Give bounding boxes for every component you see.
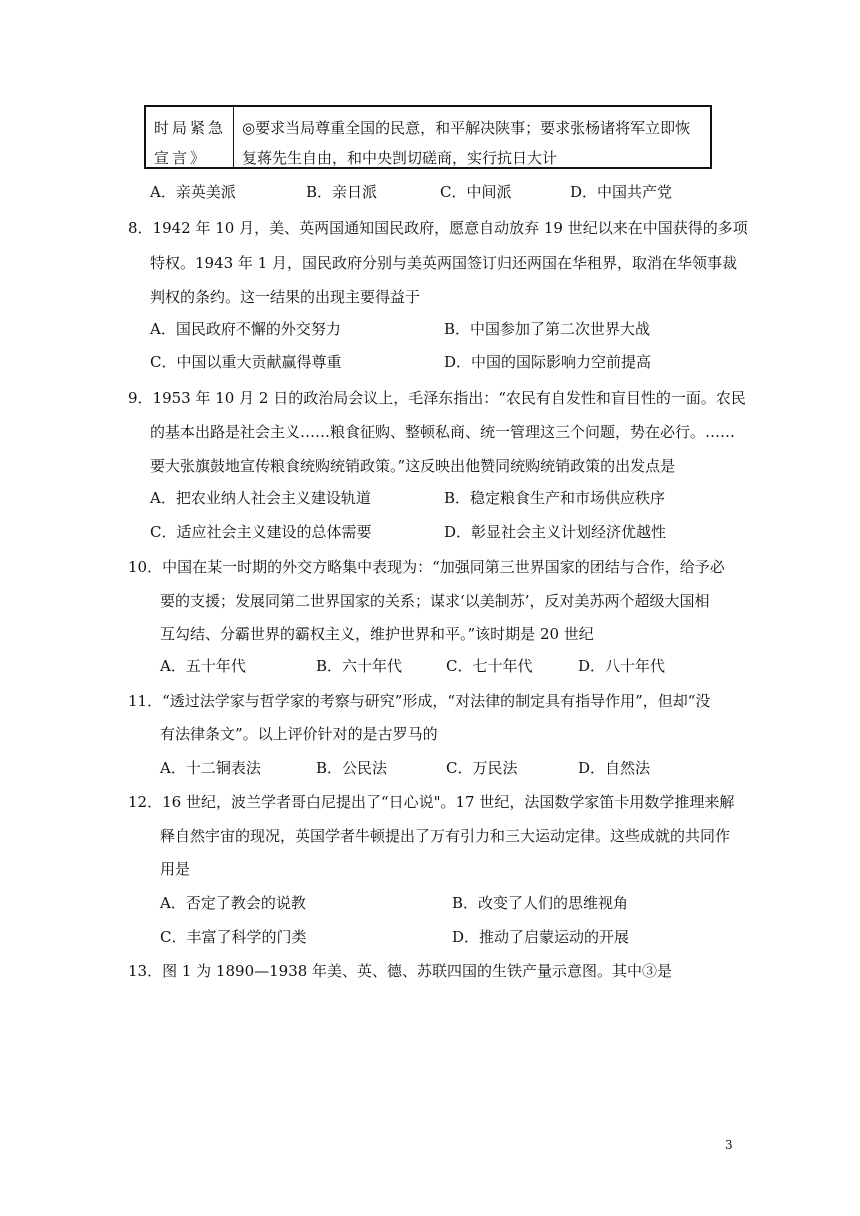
q8-option-b: B．中国参加了第二次世界大战 [444,320,651,338]
table-right-line: 复蒋先生自由，和中央剀切磋商，实行抗日大计 [242,149,558,167]
q8-option-c: C．中国以重大贡献赢得尊重 [150,353,342,371]
table-right-cell [234,107,710,167]
table-left-line: 时局紧急 [154,119,227,137]
table-right-line: ◎要求当局尊重全国的民意，和平解决陕事；要求张杨诸将军立即恢 [242,119,691,137]
q10-stem-line: 互勾结、分霸世界的霸权主义，维护世界和平。”该时期是 20 世纪 [160,625,594,643]
q9-stem-line: 要大张旗鼓地宣传粮食统购统销政策。”这反映出他赞同统购统销政策的出发点是 [150,457,676,475]
q11-option-a: A．十二铜表法 [160,759,261,777]
q10-option-c: C．七十年代 [446,657,533,675]
q7-option-c: C．中间派 [440,183,512,201]
q10-stem-line: 要的支援；发展同第二世界国家的关系；谋求‘以美制苏’，反对美苏两个超级大国相 [160,592,710,610]
q12-option-d: D．推动了启蒙运动的开展 [452,928,630,946]
q8-option-d: D．中国的国际影响力空前提高 [444,353,652,371]
q8-stem-line: 判权的条约。这一结果的出现主要得益于 [150,288,421,306]
q11-option-c: C．万民法 [446,759,518,777]
q12-option-c: C．丰富了科学的门类 [160,928,307,946]
page-number: 3 [725,1138,733,1152]
q9-option-a: A．把农业纳人社会主义建设轨道 [150,489,371,507]
q12-stem-line: 释自然宇宙的现况，英国学者牛顿提出了万有引力和三大运动定律。这些成就的共同作 [160,827,731,845]
q7-option-b: B．亲日派 [306,183,378,201]
q11-stem-line: 有法律条文”。以上评价针对的是古罗马的 [160,725,438,743]
q8-option-a: A．国民政府不懈的外交努力 [150,320,341,338]
q9-option-c: C．适应社会主义建设的总体需要 [150,523,372,541]
q7-option-d: D．中国共产党 [570,183,673,201]
q9-stem-line: 9．1953 年 10 月 2 日的政治局会议上，毛泽东指出：“农民有自发性和盲目性的一面。农民 [128,389,746,407]
q12-option-b: B．改变了人们的思维视角 [452,894,629,912]
q10-option-d: D．八十年代 [578,657,666,675]
q11-stem-line: 11．“透过法学家与哲学家的考察与研究”形成，“对法律的制定具有指导作用”，但却“没 [128,692,711,710]
table-left-cell [146,107,234,167]
q13-stem-line: 13．图 1 为 1890—1938 年美、英、德、苏联四国的生铁产量示意图。其中③是 [128,962,673,980]
q10-stem-line: 10．中国在某一时期的外交方略集中表现为：“加强同第三世界国家的团结与合作，给予必 [128,558,725,576]
q11-option-b: B．公民法 [316,759,388,777]
q9-option-d: D．彰显社会主义计划经济优越性 [444,523,667,541]
q12-stem-line: 用是 [160,860,191,878]
q8-stem-line: 8．1942 年 10 月，美、英两国通知国民政府，愿意自动放弃 19 世纪以来在中国获得的多项 [128,219,748,237]
q12-option-a: A．否定了教会的说教 [160,894,306,912]
q10-option-a: A．五十年代 [160,657,246,675]
q10-option-b: B．六十年代 [316,657,403,675]
q9-stem-line: 的基本出路是社会主义……粮食征购、整顿私商、统一管理这三个问题，势在必行。…… [150,423,736,441]
q9-option-b: B．稳定粮食生产和市场供应秩序 [444,489,666,507]
q12-stem-line: 12．16 世纪，波兰学者哥白尼提出了“日心说"。17 世纪，法国数学家笛卡用数学推理来解 [128,793,735,811]
q11-option-d: D．自然法 [578,759,651,777]
q7-option-a: A．亲英美派 [150,183,236,201]
declaration-table-fragment [144,105,712,169]
table-left-line: 宣言》 [154,149,209,167]
q8-stem-line: 特权。1943 年 1 月，国民政府分别与美英两国签订归还两国在华租界，取消在华领事裁 [150,254,738,272]
